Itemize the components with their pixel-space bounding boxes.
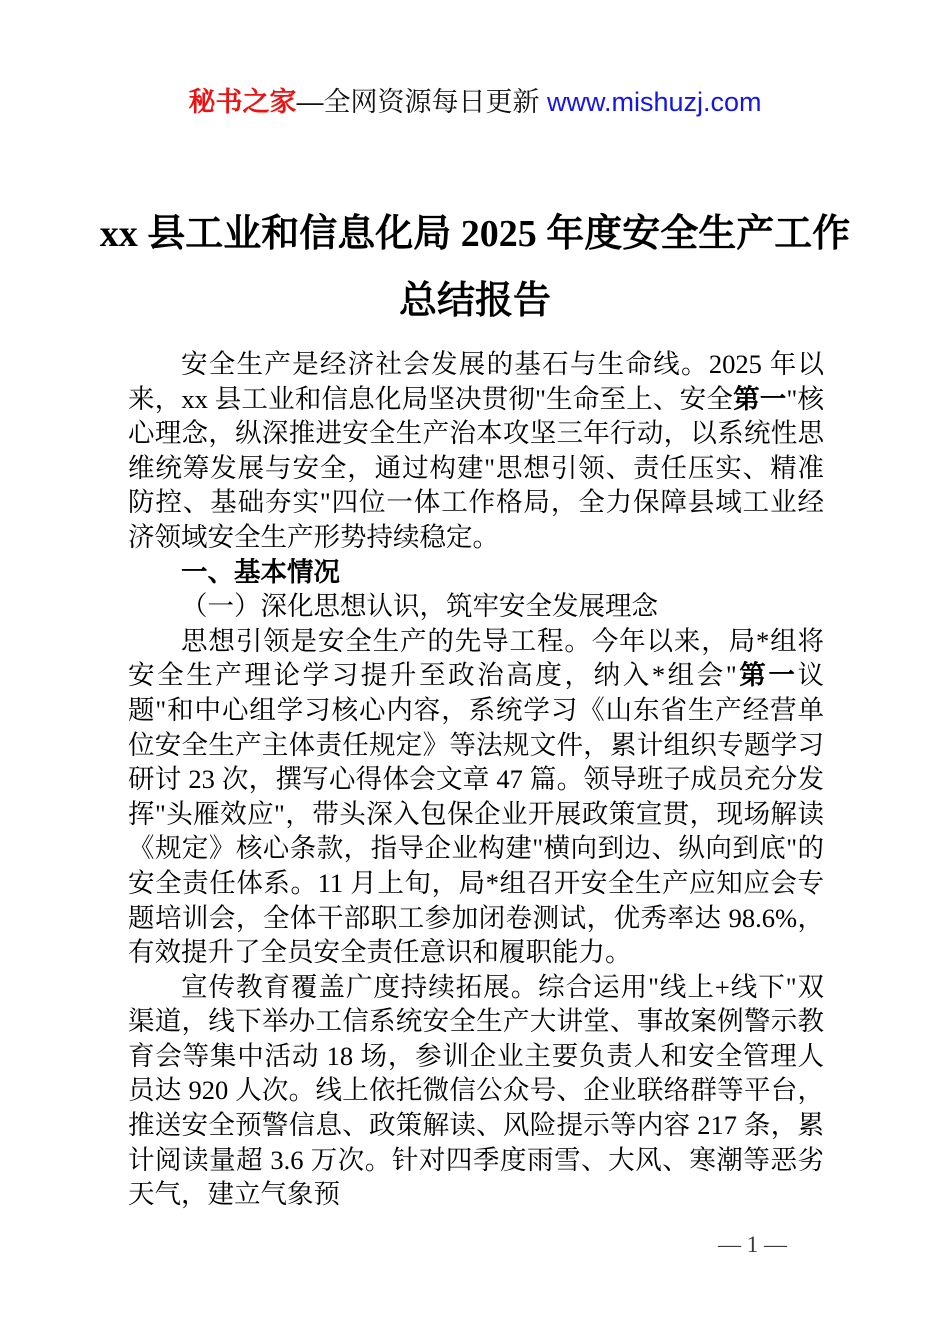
site-header bbox=[0, 84, 950, 120]
paragraph-publicity-education: 宣传教育覆盖广度持续拓展。综合运用"线上+线下"双渠道，线下举办工信系统安全生产大讲堂、事故案例警示教育会等集中活动 18 场，参训企业主要负责人和安全管理人员达 920 人次。线上依托微信公众号、企业联络群等平台，推送安全预警信息、政策解读、风险提示等内容 217 条，累计阅读量超 3.6 万次。针对四季度雨雪、大风、寒潮等恶劣天气，建立气象预 bbox=[128, 971, 824, 1210]
section-heading-1: 一、基本情况 bbox=[181, 556, 340, 587]
document-body bbox=[128, 347, 824, 1212]
paragraph-thought-text-cont: 议题"和中心组学习核心内容，系统学习《山东省生产经营单位安全生产主体责任规定》等法规文件，累计组织专题学习研讨 23 次，撰写心得体会文章 47 篇。领导班子成员充分发挥"头雁效应"，带头深入包保企业开展政策宣贯，现场解读《规定》核心条款，指导企业构建"横向到边、纵向到底"的安全责任体系。11 月上旬，局*组召开安全生产应知应会专题培训会，全体干部职工参加闭卷测试，优秀率达 98.6%，有效提升了全员安全责任意识和履职能力。 bbox=[128, 660, 824, 968]
document-title-line2: 总结报告 bbox=[398, 280, 551, 323]
brand-name: 秘书之家 bbox=[188, 87, 297, 117]
paragraph-intro-text-cont: "核心理念，纵深推进安全生产治本攻坚三年行动，以系统性思维统筹发展与安全，通过构建"思想引领、责任压实、精准防控、基础夯实"四位一体工作格局，全力保障县域工业经济领域安全生产形势持续稳定。 bbox=[128, 383, 824, 552]
paragraph-thought-leadership bbox=[128, 624, 824, 970]
header-tagline: —全网资源每日更新 bbox=[296, 87, 547, 117]
paragraph-thought-text: 思想引领是安全生产的先导工程。今年以来，局*组将安全生产理论学习提升至政治高度，纳入*组会" bbox=[128, 625, 824, 691]
paragraph-intro-text: 安全生产是经济社会发展的基石与生命线。2025 年以来，xx 县工业和信息化局坚决贯彻"生命至上、安全 bbox=[128, 349, 824, 414]
document-title bbox=[75, 201, 875, 335]
document-title-line1: xx 县工业和信息化局 2025 年度安全生产工作 bbox=[99, 213, 851, 256]
emphasis-diyi-2: 第一 bbox=[736, 660, 798, 691]
page-number: — 1 — bbox=[718, 1232, 787, 1257]
paragraph-intro bbox=[128, 347, 824, 555]
subsection-heading-1-1: （一）深化思想认识，筑牢安全发展理念 bbox=[181, 591, 658, 622]
site-url-link[interactable]: www.mishuzj.com bbox=[546, 87, 762, 117]
emphasis-diyi: 第一 bbox=[733, 383, 787, 414]
